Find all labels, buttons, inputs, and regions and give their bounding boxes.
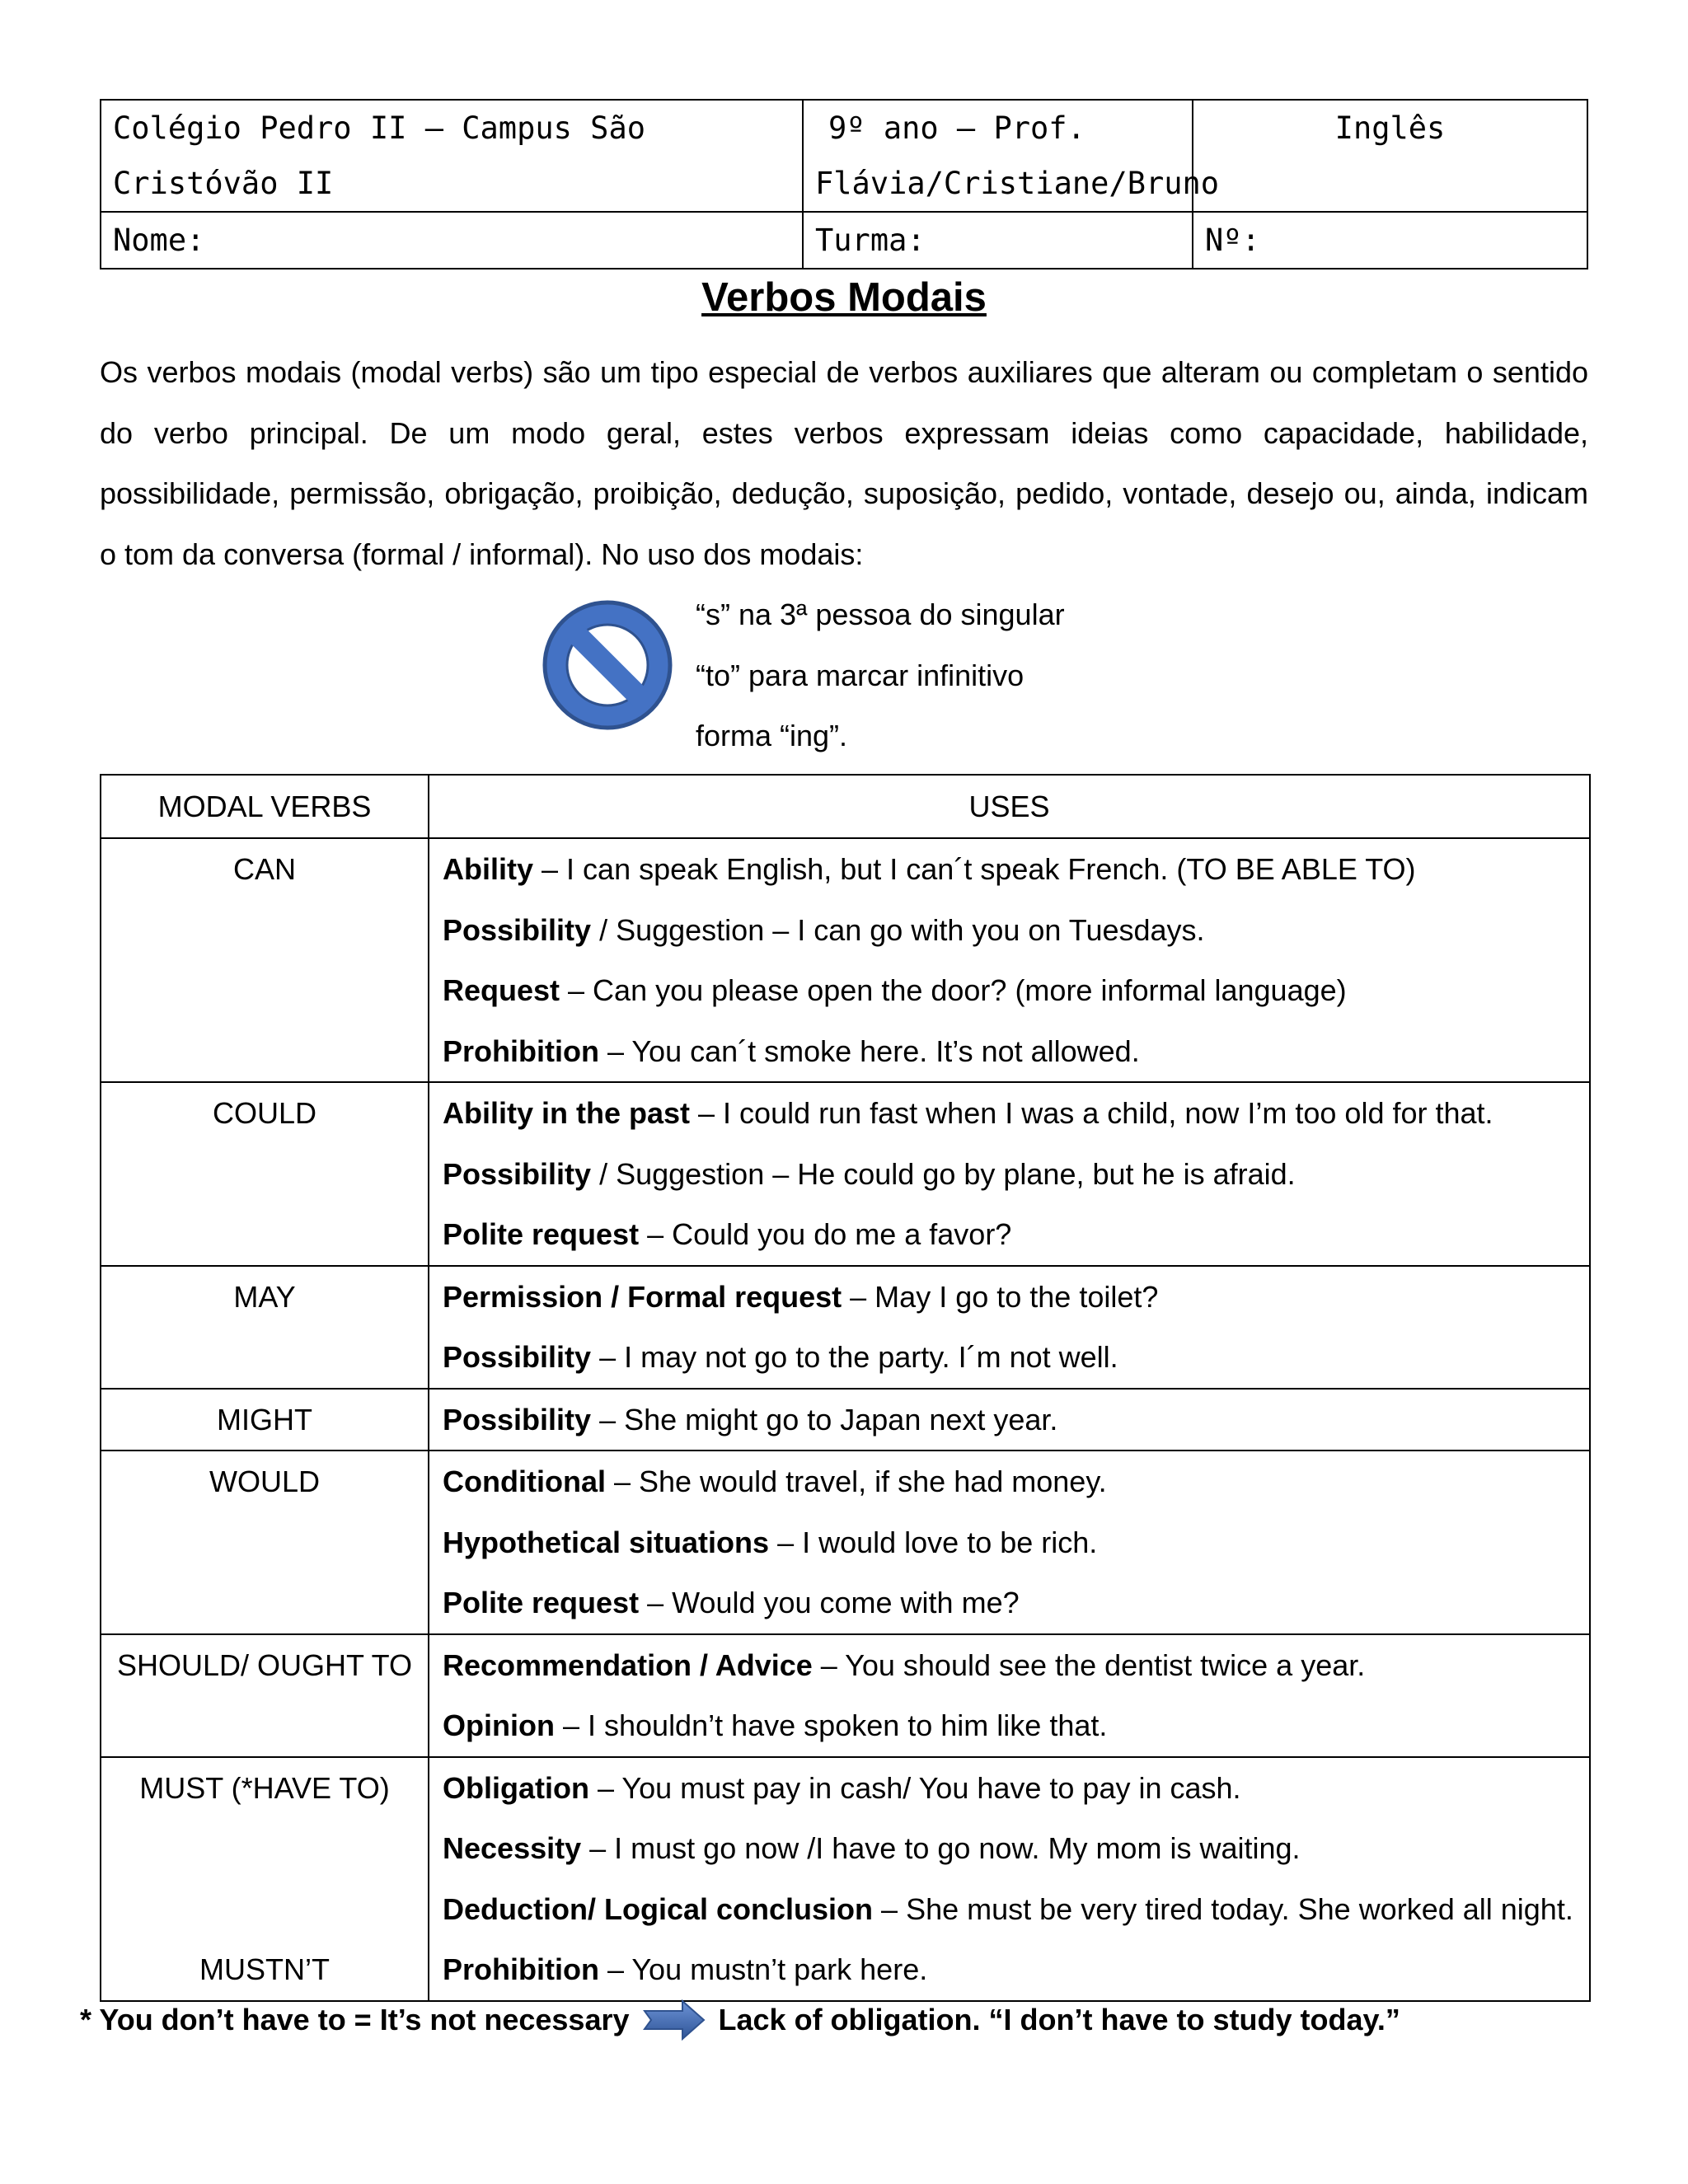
rule-item: “to” para marcar infinitivo: [696, 658, 1025, 692]
use-line: [443, 900, 1576, 961]
use-label: Permission / Formal request: [443, 1279, 842, 1314]
use-example: – May I go to the toilet?: [842, 1279, 1159, 1314]
table-row-may: [101, 1266, 1590, 1389]
use-label: Opinion: [443, 1708, 555, 1742]
school-name: Colégio Pedro II – Campus São Cristóvão II: [113, 110, 646, 201]
use-label: Deduction/ Logical conclusion: [443, 1891, 874, 1926]
footer-note: [80, 1990, 1400, 2050]
verb-may: MAY: [233, 1279, 296, 1314]
subject-cell: [1193, 100, 1587, 212]
use-label: Prohibition: [443, 1952, 599, 1986]
use-line: [443, 1021, 1576, 1082]
verb-should: SHOULD/ OUGHT TO: [116, 1647, 413, 1682]
use-line: [443, 1758, 1576, 1819]
use-example: – I must go now /I have to go now. My mom is waiting.: [581, 1831, 1301, 1865]
column-header-verbs: MODAL VERBS: [101, 775, 429, 838]
verb-could: COULD: [212, 1096, 317, 1130]
table-row-could: [101, 1082, 1590, 1266]
table-row-would: [101, 1451, 1590, 1634]
use-example: – I shouldn’t have spoken to him like that.: [554, 1708, 1108, 1742]
use-line: [443, 1512, 1576, 1573]
class-label: Turma:: [815, 223, 926, 258]
use-example: – You mustn’t park here.: [598, 1952, 928, 1986]
class-field[interactable]: [803, 212, 1193, 269]
use-label: Possibility: [443, 1402, 592, 1436]
use-label: Hypothetical situations: [443, 1525, 770, 1559]
grade-cell: [803, 100, 1220, 212]
use-line: [443, 1144, 1576, 1205]
use-line: [443, 1327, 1576, 1388]
modal-verbs-table: [100, 774, 1591, 2002]
use-example: – You should see the dentist twice a year.: [812, 1647, 1366, 1682]
use-line: [443, 1818, 1576, 1879]
use-example: – She might go to Japan next year.: [591, 1402, 1058, 1436]
use-example: – Could you do me a favor?: [639, 1217, 1012, 1251]
use-example: – I could run fast when I was a child, now I’m too old for that.: [690, 1096, 1493, 1130]
grade-line: 9º ano – Prof.: [828, 110, 1085, 146]
name-field[interactable]: [101, 212, 803, 269]
use-line: [443, 1635, 1576, 1696]
use-line: [443, 839, 1576, 900]
use-label: Conditional: [443, 1465, 606, 1498]
use-label: Possibility: [443, 912, 592, 947]
column-header-uses: USES: [429, 775, 1590, 838]
use-example: – Can you please open the door? (more informal language): [560, 973, 1347, 1007]
use-example: – I may not go to the party. I´m not well.: [591, 1340, 1118, 1374]
use-example: / Suggestion – I can go with you on Tuesdays.: [591, 912, 1205, 947]
intro-paragraph: Os verbos modais (modal verbs) são um tipo especial de verbos auxiliares que alteram ou completam o sentido do verbo principal. De um modo geral, estes verbos expressam ideias como capacidade, habilidade, possibilidade, permissão, obrigação, proibição, dedução, suposição, pedido, vontade, desejo ou, ainda, indicam o tom da conversa (formal / informal). No uso dos modais:: [100, 355, 1588, 571]
verb-can: CAN: [232, 852, 296, 886]
subject-name: Inglês: [1334, 110, 1446, 146]
use-line: [443, 1204, 1576, 1265]
table-row-should: [101, 1634, 1590, 1757]
use-label: Possibility: [443, 1156, 592, 1191]
verb-would: WOULD: [209, 1465, 320, 1498]
footer-left: * You don’t have to = It’s not necessary: [80, 2003, 630, 2036]
verb-must: MUST (*HAVE TO): [139, 1770, 390, 1805]
school-cell: [101, 100, 803, 212]
use-line: [443, 1267, 1576, 1328]
use-line: [443, 1390, 1576, 1451]
rule-item: “s” na 3ª pessoa do singular: [696, 598, 1065, 631]
table-row-can: [101, 838, 1590, 1082]
use-label: Polite request: [443, 1586, 640, 1619]
use-label: Recommendation / Advice: [443, 1647, 813, 1682]
verb-might: MIGHT: [217, 1402, 312, 1436]
use-line: [443, 1695, 1576, 1756]
use-example: – Would you come with me?: [639, 1586, 1020, 1619]
number-field[interactable]: [1193, 212, 1587, 269]
use-label: Ability in the past: [443, 1096, 691, 1130]
number-label: Nº:: [1205, 223, 1260, 258]
use-label: Possibility: [443, 1340, 592, 1374]
header-table: [100, 99, 1588, 269]
use-line: [443, 1572, 1576, 1633]
use-example: – You must pay in cash/ You have to pay in cash.: [588, 1770, 1241, 1805]
use-example: – She would travel, if she had money.: [605, 1465, 1107, 1498]
name-label: Nome:: [113, 223, 205, 258]
use-line: [443, 1451, 1576, 1512]
use-line: [443, 1083, 1576, 1144]
no-icon: [540, 598, 675, 733]
use-label: Request: [443, 973, 560, 1007]
use-example: – You can´t smoke here. It’s not allowed.: [598, 1033, 1140, 1068]
rule-item: forma “ing”.: [696, 719, 848, 752]
use-example: – I can speak English, but I can´t speak French. (TO BE ABLE TO): [533, 852, 1416, 886]
arrow-right-icon: [643, 1999, 706, 2041]
use-line: [443, 960, 1576, 1021]
use-label: Prohibition: [443, 1033, 599, 1068]
page-title: Verbos Modais: [701, 275, 987, 320]
use-label: Ability: [443, 852, 534, 886]
rules-list: [696, 584, 1065, 766]
teachers-line: Flávia/Cristiane/Bruno: [815, 166, 1220, 201]
use-example: – She must be very tired today. She worked all night.: [873, 1891, 1573, 1926]
use-example: / Suggestion – He could go by plane, but he is afraid.: [591, 1156, 1296, 1191]
table-header-row: [101, 775, 1590, 838]
table-row-might: [101, 1389, 1590, 1451]
use-line: [443, 1879, 1576, 1940]
use-label: Obligation: [443, 1770, 589, 1805]
use-label: Polite request: [443, 1217, 640, 1251]
use-example: – I would love to be rich.: [769, 1525, 1098, 1559]
use-label: Necessity: [443, 1831, 582, 1865]
verb-mustnt: MUSTN’T: [199, 1952, 330, 1986]
table-row-must: [101, 1757, 1590, 2001]
footer-right: Lack of obligation. “I don’t have to study today.”: [718, 2003, 1400, 2036]
